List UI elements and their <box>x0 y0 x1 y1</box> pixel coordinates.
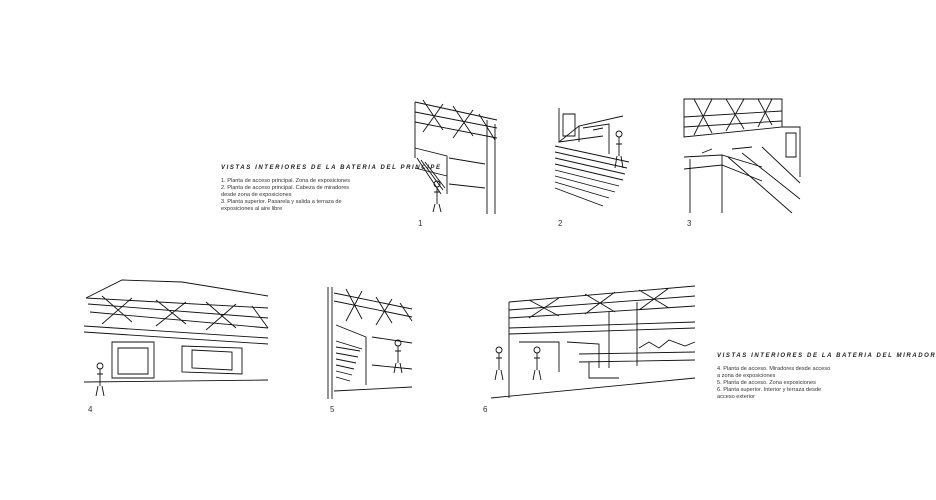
caption-mirador-title: VISTAS INTERIORES DE LA BATERIA DEL MIRADOR <box>717 353 936 359</box>
view-number-6: 6 <box>483 405 488 414</box>
caption-mirador-line: acceso exterior <box>717 394 755 400</box>
view-number-4: 4 <box>88 405 93 414</box>
caption-mirador-line: 4. Planta de acceso. Miradores desde acceso <box>717 366 831 372</box>
view-number-2: 2 <box>558 219 563 228</box>
caption-principe-line: 2. Planta de acceso principal. Cabeza de miradores <box>221 185 350 191</box>
caption-mirador-line: 5. Planta de acceso. Zona exposiciones <box>717 380 816 386</box>
view-number-5: 5 <box>330 405 335 414</box>
sketch-view-3 <box>682 97 802 217</box>
caption-principe-title: VISTAS INTERIORES DE LA BATERIA DEL PRINCIPE <box>221 165 442 171</box>
caption-mirador <box>717 353 936 401</box>
sketch-view-5 <box>326 285 416 403</box>
sketch-view-6 <box>489 282 699 404</box>
caption-principe-line: 3. Planta superior. Pasarela y salida a terraza de <box>221 199 342 205</box>
view-number-3: 3 <box>687 219 692 228</box>
sketch-view-4 <box>82 278 272 400</box>
caption-principe <box>221 165 442 213</box>
view-number-1: 1 <box>418 219 423 228</box>
caption-principe-line: desde zona de exposiciones <box>221 192 292 198</box>
caption-mirador-line: 6. Planta superior. Interior y terraza desde <box>717 387 822 393</box>
caption-principe-line: exposiciones al aire libre <box>221 206 283 212</box>
sketch-view-2 <box>553 106 633 210</box>
caption-mirador-line: a zona de exposiciones <box>717 373 776 379</box>
caption-principe-line: 1. Planta de acceso principal. Zona de exposiciones <box>221 178 351 184</box>
